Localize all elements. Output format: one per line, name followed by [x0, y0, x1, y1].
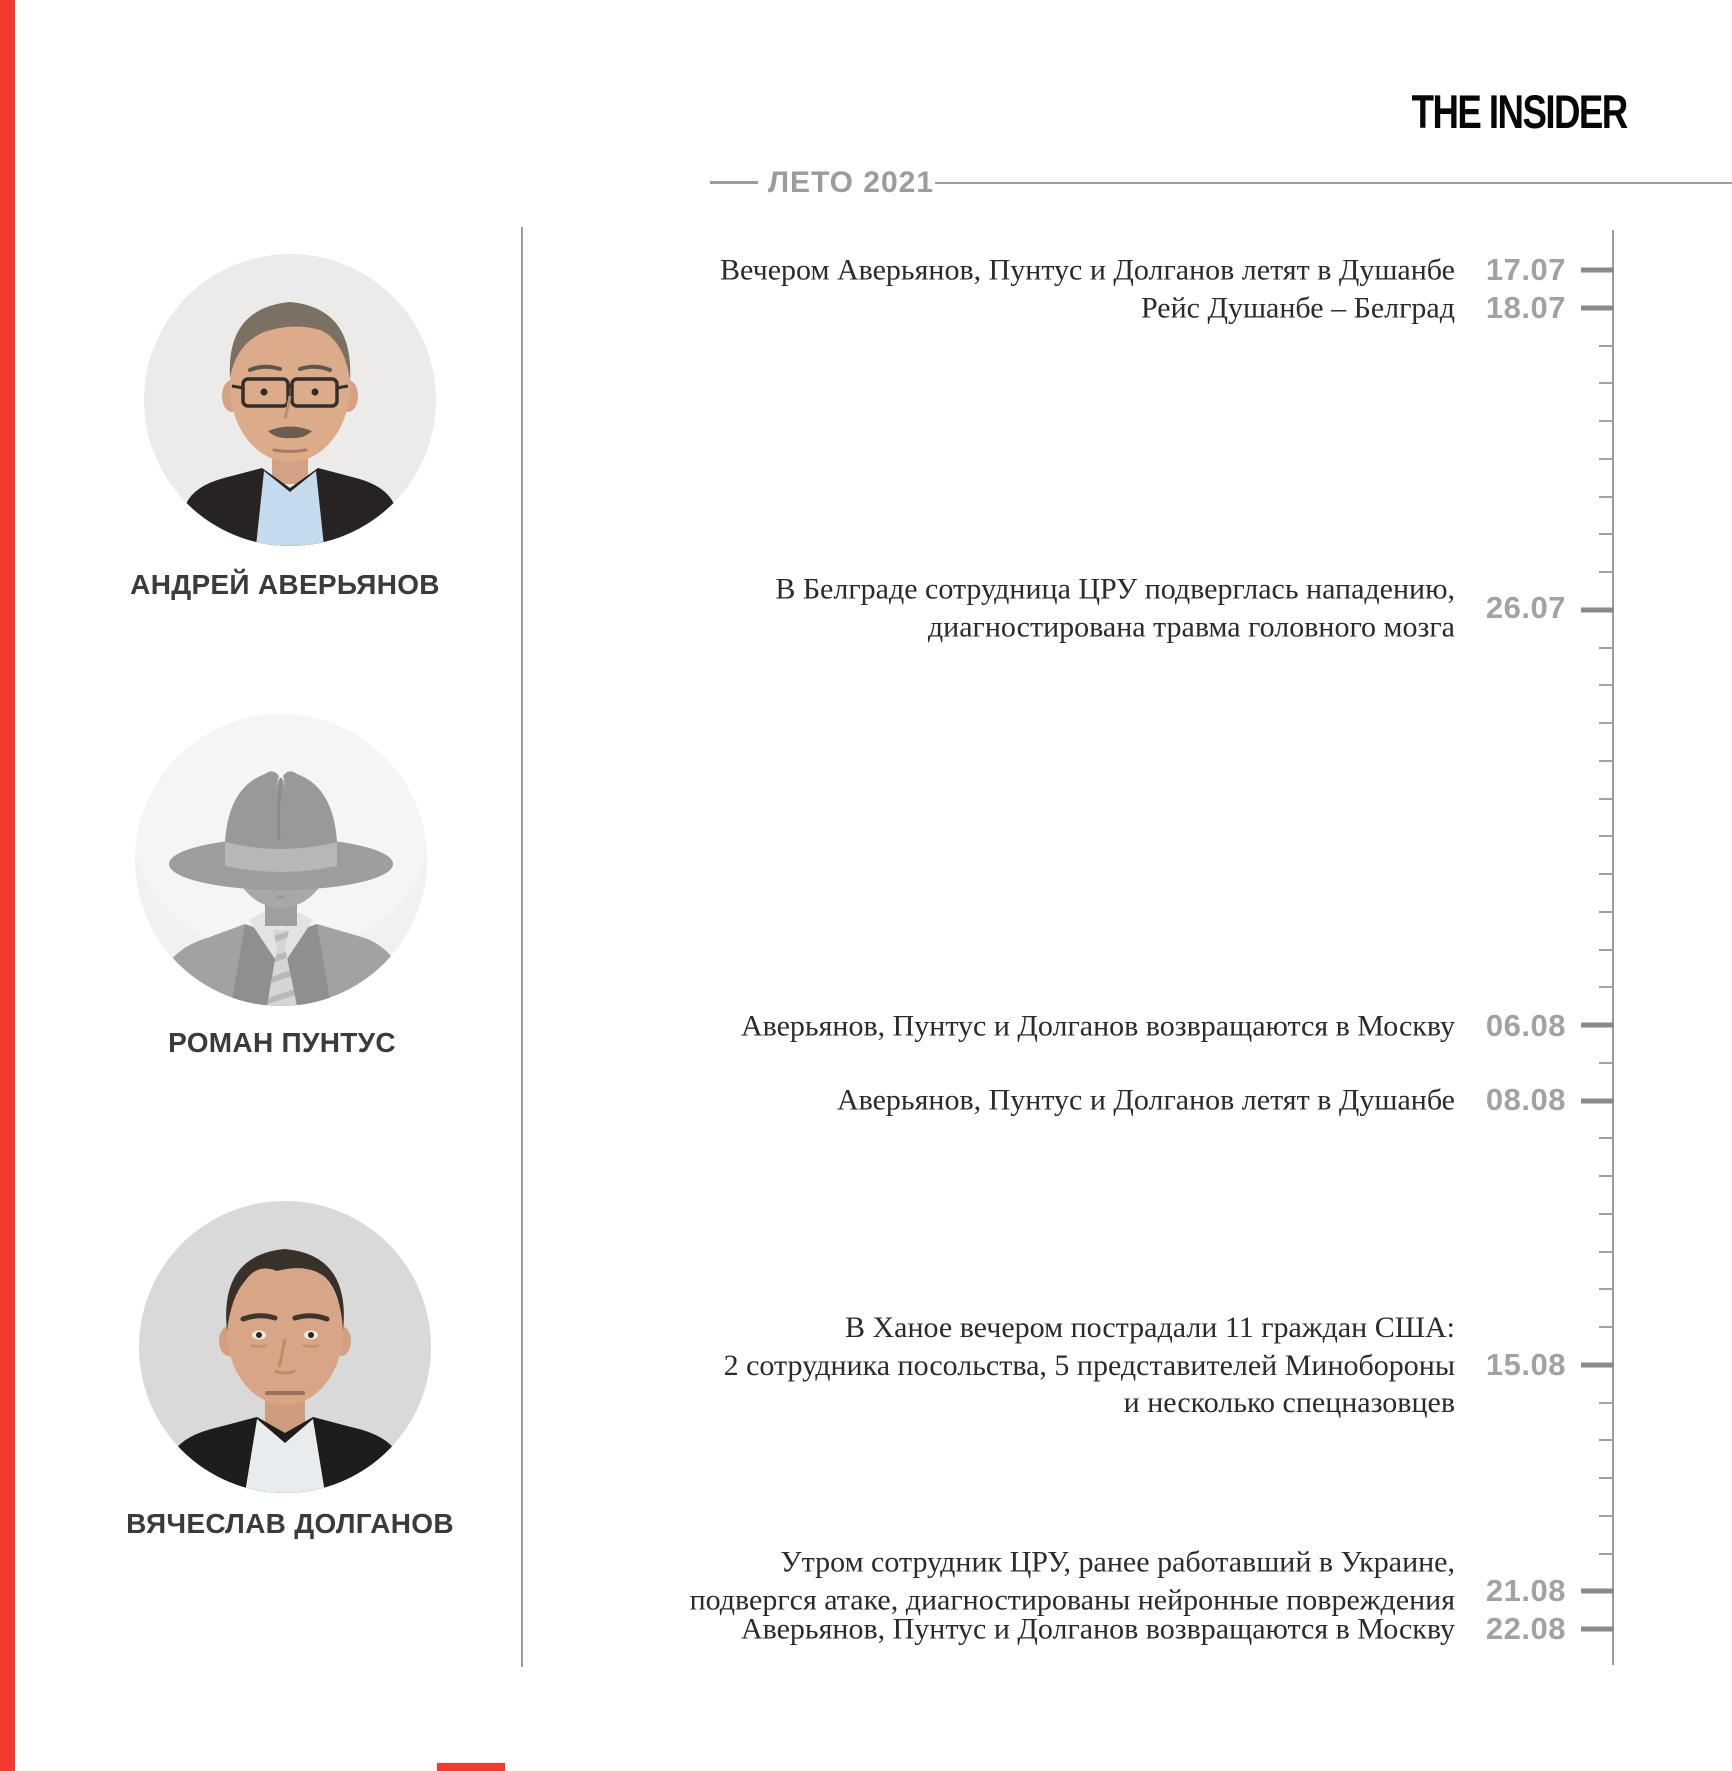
event-line: В Белграде сотрудница ЦРУ подверглась нападению,	[775, 572, 1455, 606]
timeline-event	[395, 571, 1455, 646]
timeline-minor-tick	[1599, 873, 1614, 875]
timeline-minor-tick	[1599, 1553, 1614, 1555]
timeline-minor-tick	[1599, 986, 1614, 988]
timeline-major-tick	[1581, 305, 1614, 310]
season-dash-line	[710, 181, 758, 184]
timeline-minor-tick	[1599, 1402, 1614, 1404]
timeline-minor-tick	[1599, 571, 1614, 573]
timeline-minor-tick	[1599, 420, 1614, 422]
anonymous-spy-icon	[135, 714, 427, 1006]
date-label: 18.07	[1485, 290, 1566, 325]
timeline-minor-tick	[1599, 1288, 1614, 1290]
person-name-dolganov: ВЯЧЕСЛАВ ДОЛГАНОВ	[126, 1508, 454, 1539]
dolganov-photo-icon	[139, 1201, 431, 1493]
season-label: ЛЕТО 2021	[768, 166, 935, 199]
date-label: 15.08	[1485, 1347, 1566, 1382]
timeline-event	[395, 1081, 1455, 1119]
season-rule-line	[935, 182, 1732, 184]
date-label: 06.08	[1485, 1008, 1566, 1043]
timeline-major-tick	[1581, 268, 1614, 273]
timeline-minor-tick	[1599, 722, 1614, 724]
people-events-divider	[521, 227, 523, 1667]
timeline-event	[395, 1309, 1455, 1422]
timeline-minor-tick	[1599, 760, 1614, 762]
timeline-minor-tick	[1599, 1477, 1614, 1479]
timeline-minor-tick	[1599, 1175, 1614, 1177]
timeline-minor-tick	[1599, 1439, 1614, 1441]
timeline-minor-tick	[1599, 345, 1614, 347]
timeline-event	[395, 251, 1455, 289]
timeline-minor-tick	[1599, 458, 1614, 460]
person-name-puntus: РОМАН ПУНТУС	[168, 1027, 396, 1058]
timeline-major-tick	[1581, 1023, 1614, 1028]
timeline-minor-tick	[1599, 533, 1614, 535]
timeline-major-tick	[1581, 1362, 1614, 1367]
date-label: 21.08	[1485, 1573, 1566, 1608]
timeline-ruler	[1612, 230, 1614, 1665]
timeline-minor-tick	[1599, 684, 1614, 686]
date-label: 08.08	[1485, 1082, 1566, 1117]
timeline-event	[395, 289, 1455, 327]
event-line: и несколько спецназовцев	[1123, 1385, 1455, 1419]
person-name-averyanov: АНДРЕЙ АВЕРЬЯНОВ	[130, 569, 440, 600]
event-line: Аверьянов, Пунтус и Долганов летят в Душанбе	[836, 1083, 1455, 1117]
timeline-minor-tick	[1599, 1137, 1614, 1139]
timeline-minor-tick	[1599, 1062, 1614, 1064]
timeline-minor-tick	[1599, 647, 1614, 649]
timeline-major-tick	[1581, 1098, 1614, 1103]
timeline-minor-tick	[1599, 1213, 1614, 1215]
timeline-event	[395, 1544, 1455, 1619]
timeline-minor-tick	[1599, 1515, 1614, 1517]
timeline-minor-tick	[1599, 911, 1614, 913]
event-line: Вечером Аверьянов, Пунтус и Долганов летят в Душанбе	[720, 253, 1455, 287]
event-line: диагностирована травма головного мозга	[927, 610, 1455, 643]
timeline-event	[395, 1610, 1455, 1648]
timeline-minor-tick	[1599, 949, 1614, 951]
event-line: подвергся атаке, диагностированы нейронные повреждения	[689, 1583, 1455, 1616]
event-line: Аверьянов, Пунтус и Долганов возвращаются в Москву	[740, 1612, 1455, 1646]
timeline-major-tick	[1581, 1627, 1614, 1632]
timeline-minor-tick	[1599, 382, 1614, 384]
event-line: Аверьянов, Пунтус и Долганов возвращаются в Москву	[740, 1009, 1455, 1043]
event-line: В Ханое вечером пострадали 11 граждан США:	[844, 1310, 1455, 1344]
event-line: 2 сотрудника посольства, 5 представителей Минобороны	[723, 1348, 1455, 1382]
timeline-event	[395, 1007, 1455, 1045]
left-accent-bar	[0, 0, 15, 1771]
timeline-minor-tick	[1599, 1251, 1614, 1253]
puntus-anonymous-portrait	[135, 714, 427, 1006]
timeline-minor-tick	[1599, 496, 1614, 498]
timeline-minor-tick	[1599, 1326, 1614, 1328]
timeline-minor-tick	[1599, 798, 1614, 800]
date-label: 22.08	[1485, 1611, 1566, 1646]
averyanov-photo-icon	[144, 254, 436, 546]
the-insider-logo: THE INSIDER	[1411, 85, 1627, 138]
timeline-major-tick	[1581, 607, 1614, 612]
date-label: 17.07	[1485, 252, 1566, 287]
timeline-minor-tick	[1599, 835, 1614, 837]
event-line: Утром сотрудник ЦРУ, ранее работавший в Украине,	[780, 1545, 1455, 1579]
averyanov-portrait	[144, 254, 436, 546]
timeline-major-tick	[1581, 1589, 1614, 1594]
date-label: 26.07	[1485, 590, 1566, 625]
bottom-accent-strip	[437, 1763, 505, 1771]
dolganov-portrait	[139, 1201, 431, 1493]
event-line: Рейс Душанбе – Белград	[1141, 291, 1455, 325]
